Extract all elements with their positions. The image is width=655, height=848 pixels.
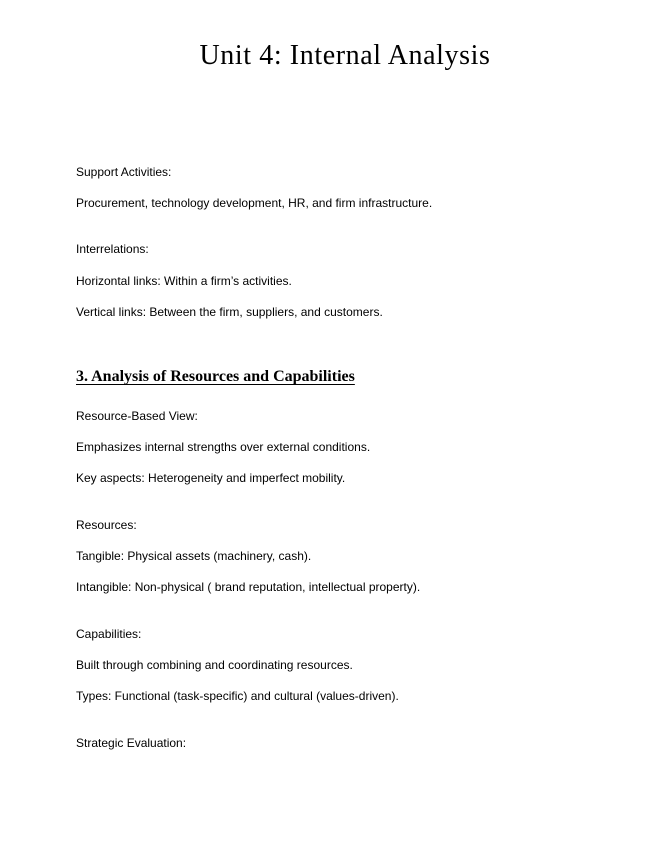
tangible-resources-text: Tangible: Physical assets (machinery, cash). (76, 549, 312, 563)
interrelations-label: Interrelations: (76, 242, 149, 256)
strategic-evaluation-label: Strategic Evaluation: (76, 736, 187, 750)
support-activities-detail: Procurement, technology development, HR, and firm infrastructure. (76, 196, 433, 210)
vertical-links-text: Vertical links: Between the firm, suppliers, and customers. (76, 305, 383, 319)
page-title: Unit 4: Internal Analysis (199, 40, 491, 71)
intangible-resources-text: Intangible: Non-physical ( brand reputation, intellectual property). (76, 580, 421, 594)
capabilities-point: Types: Functional (task-specific) and cultural (values-driven). (76, 689, 399, 703)
section-heading: 3. Analysis of Resources and Capabilities (76, 368, 355, 385)
rbv-point: Key aspects: Heterogeneity and imperfect mobility. (76, 471, 346, 485)
resources-label: Resources: (76, 518, 137, 532)
capabilities-point: Built through combining and coordinating resources. (76, 658, 353, 672)
resource-based-view-label: Resource-Based View: (76, 409, 198, 423)
capabilities-label: Capabilities: (76, 627, 142, 641)
rbv-point: Emphasizes internal strengths over external conditions. (76, 440, 371, 454)
horizontal-links-text: Horizontal links: Within a firm’s activities. (76, 274, 292, 288)
support-activities-label: Support Activities: (76, 165, 172, 179)
